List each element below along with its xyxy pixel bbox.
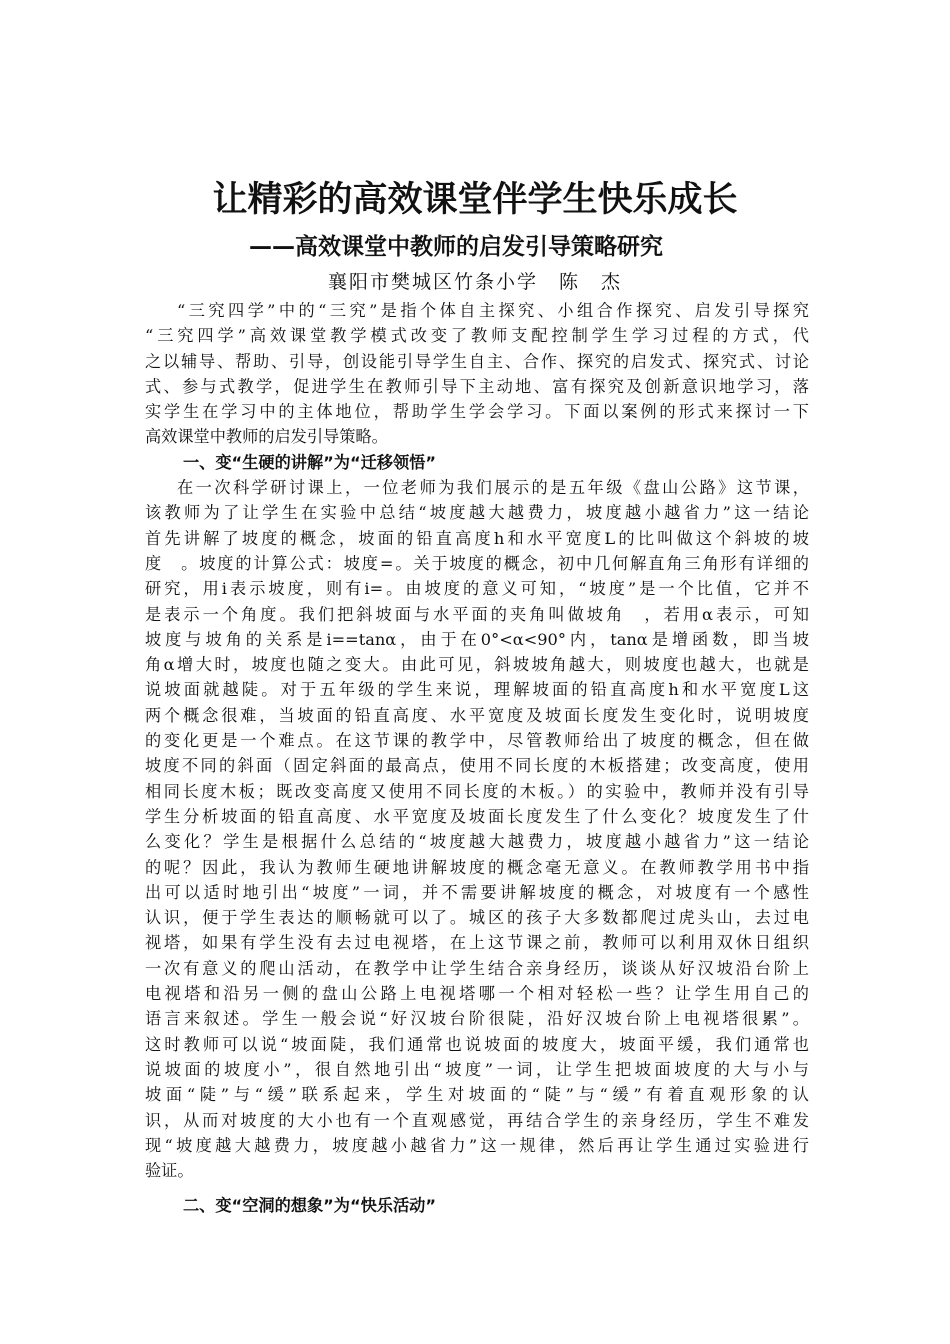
article-body [145,298,809,1219]
paragraph-line: 相同长度木板；既改变高度又使用不同长度的木板。）的实验中，教师并没有引导 [145,781,809,801]
paragraph-line: 角α增大时，坡度也随之变大。由此可见，斜坡坡角越大，则坡度也越大，也就是 [145,655,809,675]
paragraph-line: 语言来叙述。学生一般会说“好汉坡台阶很陡，沿好汉坡台阶上电视塔很累”。 [145,1009,809,1029]
intro-line: 之以辅导、帮助、引导，创设能引导学生自主、合作、探究的启发式、探究式、讨论 [145,351,809,371]
paragraph-line: 两个概念很难，当坡面的铅直高度、水平宽度及坡面长度发生变化时，说明坡度 [145,705,809,725]
paragraph-line: 视塔，如果有学生没有去过电视塔，在上这节课之前，教师可以利用双休日组织 [145,933,809,953]
paragraph-line: 在一次科学研讨课上，一位老师为我们展示的是五年级《盘山公路》这节课， [177,478,809,498]
intro-line: 实学生在学习中的主体地位，帮助学生学会学习。下面以案例的形式来探讨一下 [145,402,809,422]
intro-line: 高效课堂中教师的启发引导策略。 [145,427,388,447]
paragraph-line: 的变化更是一个难点。在这节课的教学中，尽管教师给出了坡度的概念，但在做 [145,731,809,751]
paragraph-line: 出可以适时地引出“坡度”一词，并不需要讲解坡度的概念，对坡度有一个感性 [145,882,809,902]
document-title: 让精彩的高效课堂伴学生快乐成长 [212,180,738,220]
paragraph-line: 该教师为了让学生在实验中总结“坡度越大越费力，坡度越小越省力”这一结论 [145,503,809,523]
section-heading-2: 二、变“空洞的想象”为“快乐活动” [183,1196,436,1216]
paragraph-line: 是表示一个角度。我们把斜坡面与水平面的夹角叫做坡角 ，若用α表示，可知 [145,604,809,624]
paragraph-line: 度 。坡度的计算公式：坡度=。关于坡度的概念，初中几何解直角三角形有详细的 [145,553,809,573]
document-subtitle: ——高效课堂中教师的启发引导策略研究 [249,234,663,260]
paragraph-line: 一次有意义的爬山活动，在教学中让学生结合亲身经历，谈谈从好汉坡沿台阶上 [145,958,809,978]
paragraph-line: 坡面“陡”与“缓”联系起来，学生对坡面的“陡”与“缓”有着直观形象的认 [145,1085,809,1105]
author-line: 襄阳市樊城区竹条小学 陈 杰 [327,271,622,293]
section-heading-1: 一、变“生硬的讲解”为“迁移领悟” [183,452,436,472]
paragraph-line: 的呢？因此，我认为教师生硬地讲解坡度的概念毫无意义。在教师教学用书中指 [145,857,809,877]
section-gap [145,1183,809,1193]
paragraph-line: 现“坡度越大越费力，坡度越小越省力”这一规律，然后再让学生通过实验进行 [145,1135,809,1155]
paragraph-line: 说坡面就越陡。对于五年级的学生来说，理解坡面的铅直高度h和水平宽度L这 [145,680,809,700]
paragraph-line: 么变化？学生是根据什么总结的“坡度越大越费力，坡度越小越省力”这一结论 [145,832,809,852]
paragraph-line: 坡度不同的斜面（固定斜面的最高点，使用不同长度的木板搭建；改变高度，使用 [145,756,809,776]
paragraph-line: 认识，便于学生表达的顺畅就可以了。城区的孩子大多数都爬过虎头山，去过电 [145,908,809,928]
intro-line: 式、参与式教学，促进学生在教师引导下主动地、富有探究及创新意识地学习，落 [145,376,809,396]
paragraph-line: 说坡面的坡度小”，很自然地引出“坡度”一词，让学生把坡面坡度的大与小与 [145,1059,809,1079]
paragraph-line: 坡度与坡角的关系是i==tanα，由于在0°<α<90°内，tanα是增函数，即当坡 [145,629,809,649]
paragraph-line: 学生分析坡面的铅直高度、水平宽度及坡面长度发生了什么变化？坡度发生了什 [145,806,809,826]
paragraph-line: 首先讲解了坡度的概念，坡面的铅直高度h和水平宽度L的比叫做这个斜坡的坡 [145,528,809,548]
paragraph-line: 验证。 [145,1161,194,1181]
intro-line: “三究四学”高效课堂教学模式改变了教师支配控制学生学习过程的方式，代 [145,326,809,346]
paragraph-line: 电视塔和沿另一侧的盘山公路上电视塔哪一个相对轻松一些？让学生用自己的 [145,984,809,1004]
paragraph-line: 这时教师可以说“坡面陡，我们通常也说坡面的坡度大，坡面平缓，我们通常也 [145,1034,809,1054]
intro-line: “三究四学”中的“三究”是指个体自主探究、小组合作探究、启发引导探究 [177,301,809,320]
paragraph-line: 识，从而对坡度的大小也有一个直观感觉，再结合学生的亲身经历，学生不难发 [145,1110,809,1130]
paragraph-line: 研究，用i表示坡度，则有i=。由坡度的意义可知，“坡度”是一个比值，它并不 [145,579,809,599]
